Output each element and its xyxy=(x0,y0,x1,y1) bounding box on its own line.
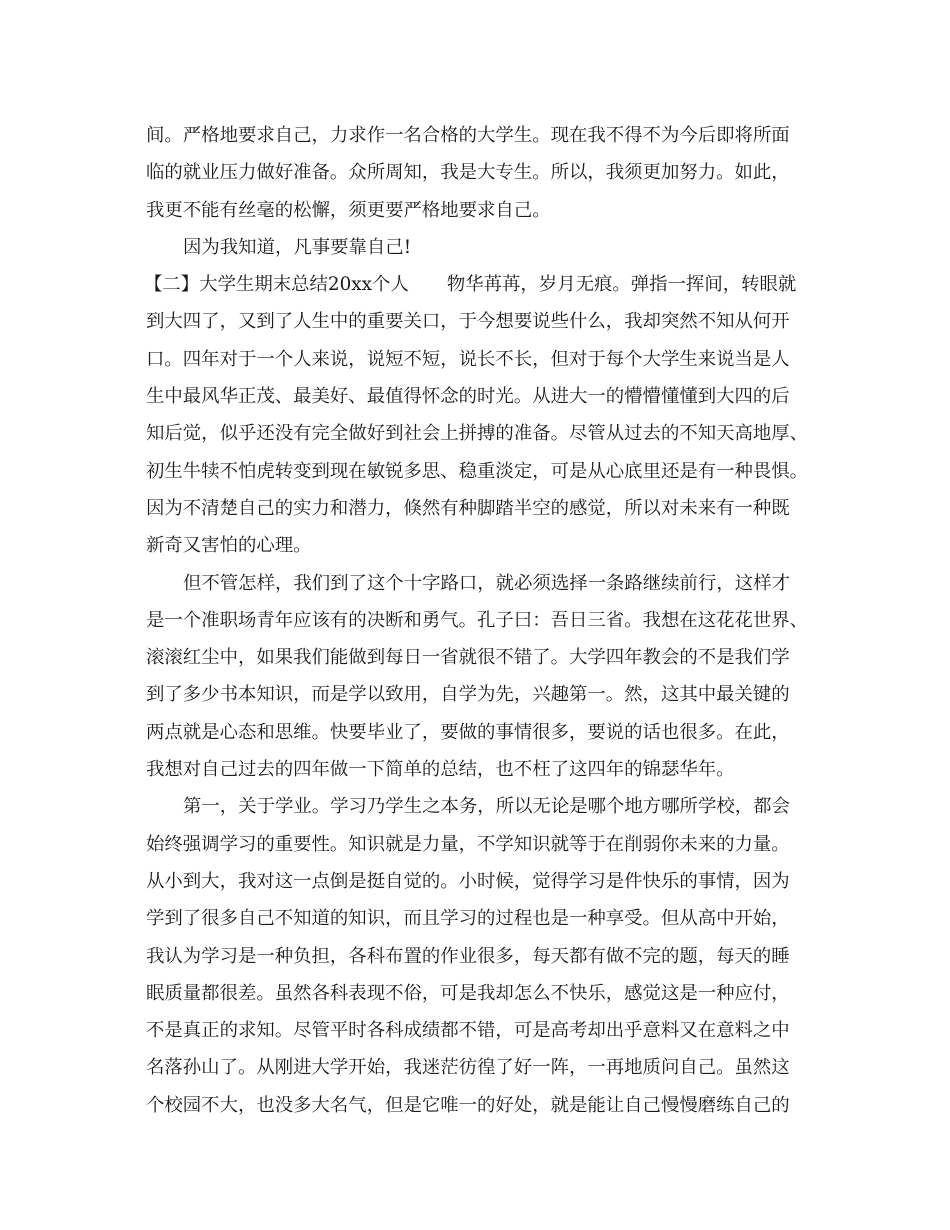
section-heading-title: 【二】大学生期末总结20xx个人 xyxy=(144,274,409,296)
text-line: 眠质量都很差。虽然各科表现不俗，可是我却怎么不快乐，感觉这是一种应付， xyxy=(146,982,790,1004)
text-line: 学到了很多自己不知道的知识，而且学习的过程也是一种享受。但从高中开始， xyxy=(146,908,790,930)
text-line: 始终强调学习的重要性。知识就是力量，不学知识就等于在削弱你未来的力量。 xyxy=(146,833,790,855)
section-heading-line xyxy=(144,266,836,303)
text-line: 间。严格地要求自己，力求作一名合格的大学生。现在我不得不为今后即将所面 xyxy=(146,125,790,146)
text-line: 我想对自己过去的四年做一下简单的总结，也不枉了这四年的锦瑟华年。 xyxy=(146,759,735,781)
text-line: 临的就业压力做好准备。众所周知，我是大专生。所以，我须更加努力。如此， xyxy=(146,162,790,184)
text-line: 从小到大，我对这一点倒是挺自觉的。小时候，觉得学习是件快乐的事情，因为 xyxy=(146,870,790,892)
text-line: 知后觉，似乎还没有完全做好到社会上拼搏的准备。尽管从过去的不知天高地厚、 xyxy=(146,423,809,445)
text-line: 我更不能有丝毫的松懈，须更要严格地要求自己。 xyxy=(146,199,551,221)
text-line: 名落孙山了。从刚进大学开始，我迷茫彷徨了好一阵，一再地质问自己。虽然这 xyxy=(146,1057,790,1079)
text-line: 我认为学习是一种负担，各科布置的作业很多，每天都有做不完的题，每天的睡 xyxy=(146,945,790,967)
text-line: 第一，关于学业。学习乃学生之本务，所以无论是哪个地方哪所学校，都会 xyxy=(183,796,790,818)
text-line: 因为不清楚自己的实力和潜力，倏然有种脚踏半空的感觉，所以对未来有一种既 xyxy=(146,497,790,519)
text-line: 个校园不大，也没多大名气，但是它唯一的好处，就是能让自己慢慢磨练自己的 xyxy=(146,1094,790,1116)
text-line: 两点就是心态和思维。快要毕业了，要做的事情很多，要说的话也很多。在此， xyxy=(146,721,790,743)
text-line: 口。四年对于一个人来说，说短不短，说长不长，但对于每个大学生来说当是人 xyxy=(146,348,790,370)
text-line: 生中最风华正茂、最美好、最值得怀念的时光。从进大一的懵懵懂懂到大四的后 xyxy=(146,386,790,408)
document-body xyxy=(146,117,836,1124)
text-line: 初生牛犊不怕虎转变到现在敏锐多思、稳重淡定，可是从心底里还是有一种畏惧。 xyxy=(146,460,809,482)
text-line: 不是真正的求知。尽管平时各科成绩都不错，可是高考却出乎意料又在意料之中 xyxy=(146,1020,790,1042)
text-line: 但不管怎样，我们到了这个十字路口，就必须选择一条路继续前行，这样才 xyxy=(183,572,790,594)
text-line: 到大四了，又到了人生中的重要关口，于今想要说些什么，我却突然不知从何开 xyxy=(146,311,790,333)
text-line: 因为我知道，凡事要靠自己! xyxy=(183,236,412,258)
text-line: 到了多少书本知识，而是学以致用，自学为先，兴趣第一。然，这其中最关键的 xyxy=(146,684,790,706)
text-line: 是一个准职场青年应该有的决断和勇气。孔子曰：吾日三省。我想在这花花世界、 xyxy=(146,609,809,631)
text-line: 新奇又害怕的心理。 xyxy=(146,535,312,557)
text-line: 滚滚红尘中，如果我们能做到每日一省就很不错了。大学四年教会的不是我们学 xyxy=(146,647,790,669)
section-heading-text: 物华苒苒，岁月无痕。弹指一挥间，转眼就 xyxy=(446,274,797,296)
